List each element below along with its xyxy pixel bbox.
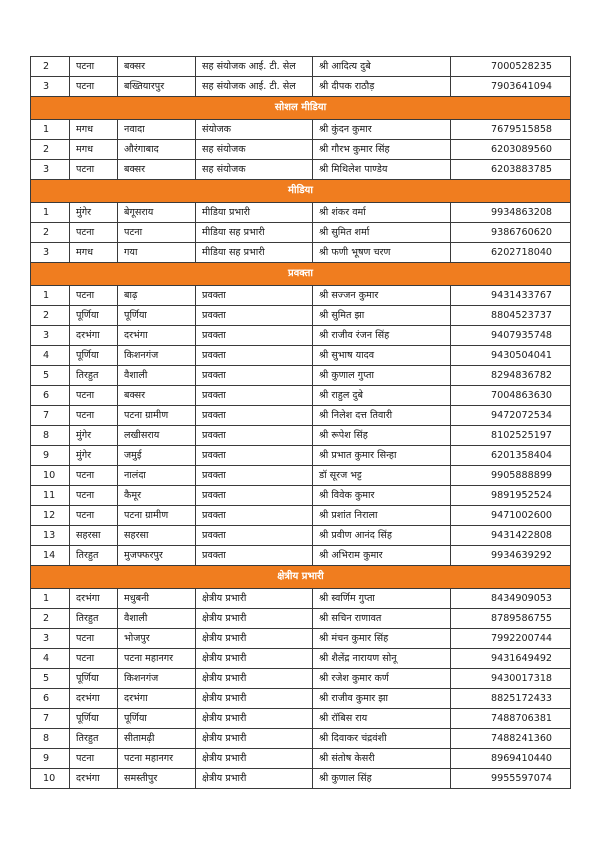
district-cell: बख्तियारपुर bbox=[118, 77, 196, 97]
name-cell: श्री राजीव कुमार झा bbox=[313, 689, 451, 709]
phone-cell: 9407935748 bbox=[451, 326, 571, 346]
table-row bbox=[31, 629, 571, 649]
designation-cell: मीडिया सह प्रभारी bbox=[196, 243, 313, 263]
table-row bbox=[31, 426, 571, 446]
serial-number-cell: 7 bbox=[31, 709, 70, 729]
division-cell: तिरहुत bbox=[70, 609, 118, 629]
division-cell: पटना bbox=[70, 160, 118, 180]
district-cell: किशनगंज bbox=[118, 669, 196, 689]
division-cell: मगध bbox=[70, 140, 118, 160]
district-cell: बक्सर bbox=[118, 57, 196, 77]
district-cell: मुजफ्फरपुर bbox=[118, 546, 196, 566]
division-cell: पटना bbox=[70, 486, 118, 506]
phone-cell: 7903641094 bbox=[451, 77, 571, 97]
serial-number-cell: 3 bbox=[31, 326, 70, 346]
phone-cell: 7004863630 bbox=[451, 386, 571, 406]
district-cell: बक्सर bbox=[118, 386, 196, 406]
name-cell: श्री रूपेश सिंह bbox=[313, 426, 451, 446]
division-cell: तिरहुत bbox=[70, 366, 118, 386]
designation-cell: प्रवक्ता bbox=[196, 326, 313, 346]
phone-cell: 8969410440 bbox=[451, 749, 571, 769]
phone-cell: 7679515858 bbox=[451, 120, 571, 140]
serial-number-cell: 3 bbox=[31, 160, 70, 180]
designation-cell: क्षेत्रीय प्रभारी bbox=[196, 729, 313, 749]
district-cell: बाढ़ bbox=[118, 286, 196, 306]
district-cell: बेगूसराय bbox=[118, 203, 196, 223]
division-cell: पटना bbox=[70, 649, 118, 669]
district-cell: कैमूर bbox=[118, 486, 196, 506]
district-cell: वैशाली bbox=[118, 366, 196, 386]
division-cell: पटना bbox=[70, 749, 118, 769]
phone-cell: 9430017318 bbox=[451, 669, 571, 689]
division-cell: सहरसा bbox=[70, 526, 118, 546]
phone-cell: 8102525197 bbox=[451, 426, 571, 446]
district-cell: नवादा bbox=[118, 120, 196, 140]
division-cell: पटना bbox=[70, 406, 118, 426]
division-cell: तिरहुत bbox=[70, 546, 118, 566]
phone-cell: 9430504041 bbox=[451, 346, 571, 366]
designation-cell: क्षेत्रीय प्रभारी bbox=[196, 649, 313, 669]
name-cell: श्री संतोष केसरी bbox=[313, 749, 451, 769]
name-cell: श्री कुंदन कुमार bbox=[313, 120, 451, 140]
section-header-row bbox=[31, 263, 571, 286]
table-row bbox=[31, 669, 571, 689]
table-row bbox=[31, 486, 571, 506]
phone-cell: 9934639292 bbox=[451, 546, 571, 566]
section-title: मीडिया bbox=[31, 180, 571, 203]
division-cell: दरभंगा bbox=[70, 689, 118, 709]
designation-cell: सह संयोजक आई. टी. सेल bbox=[196, 77, 313, 97]
serial-number-cell: 4 bbox=[31, 649, 70, 669]
division-cell: मुंगेर bbox=[70, 203, 118, 223]
name-cell: श्री कुणाल गुप्ता bbox=[313, 366, 451, 386]
table-row bbox=[31, 526, 571, 546]
division-cell: पूर्णिया bbox=[70, 346, 118, 366]
serial-number-cell: 9 bbox=[31, 749, 70, 769]
serial-number-cell: 10 bbox=[31, 466, 70, 486]
name-cell: श्री राजीव रंजन सिंह bbox=[313, 326, 451, 346]
phone-cell: 9431649492 bbox=[451, 649, 571, 669]
phone-cell: 7992200744 bbox=[451, 629, 571, 649]
division-cell: पटना bbox=[70, 223, 118, 243]
serial-number-cell: 13 bbox=[31, 526, 70, 546]
name-cell: श्री सुमित झा bbox=[313, 306, 451, 326]
table-row bbox=[31, 223, 571, 243]
district-cell: सहरसा bbox=[118, 526, 196, 546]
division-cell: पूर्णिया bbox=[70, 709, 118, 729]
table-row bbox=[31, 243, 571, 263]
name-cell: श्री स्वर्णिम गुप्ता bbox=[313, 589, 451, 609]
table-row bbox=[31, 589, 571, 609]
designation-cell: क्षेत्रीय प्रभारी bbox=[196, 749, 313, 769]
name-cell: श्री दिवाकर चंद्रवंशी bbox=[313, 729, 451, 749]
designation-cell: प्रवक्ता bbox=[196, 346, 313, 366]
table-row bbox=[31, 546, 571, 566]
designation-cell: प्रवक्ता bbox=[196, 486, 313, 506]
phone-cell: 6202718040 bbox=[451, 243, 571, 263]
designation-cell: प्रवक्ता bbox=[196, 426, 313, 446]
district-cell: पटना bbox=[118, 223, 196, 243]
name-cell: श्री शैलेंद्र नारायण सोनू bbox=[313, 649, 451, 669]
name-cell: श्री आदित्य दुबे bbox=[313, 57, 451, 77]
table-row bbox=[31, 77, 571, 97]
district-cell: सीतामढ़ी bbox=[118, 729, 196, 749]
division-cell: पटना bbox=[70, 77, 118, 97]
name-cell: श्री दीपक राठौड़ bbox=[313, 77, 451, 97]
table-body bbox=[31, 57, 571, 789]
division-cell: दरभंगा bbox=[70, 589, 118, 609]
designation-cell: प्रवक्ता bbox=[196, 506, 313, 526]
name-cell: श्री सज्जन कुमार bbox=[313, 286, 451, 306]
phone-cell: 9955597074 bbox=[451, 769, 571, 789]
district-cell: वैशाली bbox=[118, 609, 196, 629]
table-row bbox=[31, 386, 571, 406]
designation-cell: क्षेत्रीय प्रभारी bbox=[196, 669, 313, 689]
designation-cell: प्रवक्ता bbox=[196, 466, 313, 486]
serial-number-cell: 11 bbox=[31, 486, 70, 506]
table-row bbox=[31, 406, 571, 426]
phone-cell: 9905888899 bbox=[451, 466, 571, 486]
phone-cell: 6203089560 bbox=[451, 140, 571, 160]
serial-number-cell: 3 bbox=[31, 243, 70, 263]
designation-cell: मीडिया प्रभारी bbox=[196, 203, 313, 223]
district-cell: पूर्णिया bbox=[118, 306, 196, 326]
name-cell: श्री निलेश दत्त तिवारी bbox=[313, 406, 451, 426]
name-cell: श्री मंचन कुमार सिंह bbox=[313, 629, 451, 649]
serial-number-cell: 4 bbox=[31, 346, 70, 366]
phone-cell: 6203883785 bbox=[451, 160, 571, 180]
table-row bbox=[31, 160, 571, 180]
table-row bbox=[31, 140, 571, 160]
table-row bbox=[31, 649, 571, 669]
phone-cell: 6201358404 bbox=[451, 446, 571, 466]
phone-cell: 8825172433 bbox=[451, 689, 571, 709]
name-cell: श्री सचिन राणावत bbox=[313, 609, 451, 629]
serial-number-cell: 12 bbox=[31, 506, 70, 526]
table-row bbox=[31, 729, 571, 749]
division-cell: पटना bbox=[70, 386, 118, 406]
table-row bbox=[31, 203, 571, 223]
division-cell: मगध bbox=[70, 243, 118, 263]
table-row bbox=[31, 466, 571, 486]
serial-number-cell: 10 bbox=[31, 769, 70, 789]
serial-number-cell: 7 bbox=[31, 406, 70, 426]
designation-cell: सह संयोजक आई. टी. सेल bbox=[196, 57, 313, 77]
phone-cell: 9891952524 bbox=[451, 486, 571, 506]
serial-number-cell: 2 bbox=[31, 57, 70, 77]
district-cell: किशनगंज bbox=[118, 346, 196, 366]
name-cell: श्री प्रशांत निराला bbox=[313, 506, 451, 526]
division-cell: दरभंगा bbox=[70, 769, 118, 789]
division-cell: तिरहुत bbox=[70, 729, 118, 749]
name-cell: श्री प्रभात कुमार सिन्हा bbox=[313, 446, 451, 466]
phone-cell: 7000528235 bbox=[451, 57, 571, 77]
division-cell: पूर्णिया bbox=[70, 669, 118, 689]
division-cell: मुंगेर bbox=[70, 446, 118, 466]
district-cell: पटना ग्रामीण bbox=[118, 406, 196, 426]
serial-number-cell: 9 bbox=[31, 446, 70, 466]
name-cell: श्री विवेक कुमार bbox=[313, 486, 451, 506]
section-header-row bbox=[31, 180, 571, 203]
designation-cell: मीडिया सह प्रभारी bbox=[196, 223, 313, 243]
division-cell: पटना bbox=[70, 506, 118, 526]
phone-cell: 7488241360 bbox=[451, 729, 571, 749]
serial-number-cell: 6 bbox=[31, 689, 70, 709]
phone-cell: 7488706381 bbox=[451, 709, 571, 729]
designation-cell: प्रवक्ता bbox=[196, 366, 313, 386]
table-row bbox=[31, 506, 571, 526]
section-title: सोशल मीडिया bbox=[31, 97, 571, 120]
district-cell: लखीसराय bbox=[118, 426, 196, 446]
serial-number-cell: 3 bbox=[31, 629, 70, 649]
table-row bbox=[31, 769, 571, 789]
designation-cell: प्रवक्ता bbox=[196, 446, 313, 466]
district-cell: गया bbox=[118, 243, 196, 263]
serial-number-cell: 2 bbox=[31, 306, 70, 326]
phone-cell: 9472072534 bbox=[451, 406, 571, 426]
serial-number-cell: 5 bbox=[31, 669, 70, 689]
section-header-row bbox=[31, 97, 571, 120]
district-cell: पूर्णिया bbox=[118, 709, 196, 729]
designation-cell: प्रवक्ता bbox=[196, 526, 313, 546]
designation-cell: संयोजक bbox=[196, 120, 313, 140]
phone-cell: 9431422808 bbox=[451, 526, 571, 546]
serial-number-cell: 1 bbox=[31, 120, 70, 140]
name-cell: श्री रॉबिस राय bbox=[313, 709, 451, 729]
name-cell: श्री रजेश कुमार कर्ण bbox=[313, 669, 451, 689]
designation-cell: प्रवक्ता bbox=[196, 546, 313, 566]
designation-cell: क्षेत्रीय प्रभारी bbox=[196, 629, 313, 649]
designation-cell: क्षेत्रीय प्रभारी bbox=[196, 709, 313, 729]
phone-cell: 9471002600 bbox=[451, 506, 571, 526]
division-cell: पटना bbox=[70, 286, 118, 306]
phone-cell: 9431433767 bbox=[451, 286, 571, 306]
serial-number-cell: 8 bbox=[31, 426, 70, 446]
division-cell: मुंगेर bbox=[70, 426, 118, 446]
district-cell: पटना महानगर bbox=[118, 649, 196, 669]
name-cell: श्री अभिराम कुमार bbox=[313, 546, 451, 566]
designation-cell: क्षेत्रीय प्रभारी bbox=[196, 769, 313, 789]
name-cell: श्री सुभाष यादव bbox=[313, 346, 451, 366]
serial-number-cell: 1 bbox=[31, 286, 70, 306]
name-cell: श्री शंकर वर्मा bbox=[313, 203, 451, 223]
section-title: क्षेत्रीय प्रभारी bbox=[31, 566, 571, 589]
serial-number-cell: 3 bbox=[31, 77, 70, 97]
district-cell: बक्सर bbox=[118, 160, 196, 180]
district-cell: समस्तीपुर bbox=[118, 769, 196, 789]
name-cell: श्री राहुल दुबे bbox=[313, 386, 451, 406]
designation-cell: प्रवक्ता bbox=[196, 386, 313, 406]
district-cell: भोजपुर bbox=[118, 629, 196, 649]
serial-number-cell: 8 bbox=[31, 729, 70, 749]
table-row bbox=[31, 689, 571, 709]
name-cell: श्री मिथिलेश पाण्डेय bbox=[313, 160, 451, 180]
phone-cell: 8789586755 bbox=[451, 609, 571, 629]
phone-cell: 9934863208 bbox=[451, 203, 571, 223]
district-cell: दरभंगा bbox=[118, 689, 196, 709]
serial-number-cell: 6 bbox=[31, 386, 70, 406]
district-cell: पटना महानगर bbox=[118, 749, 196, 769]
district-cell: दरभंगा bbox=[118, 326, 196, 346]
table-row bbox=[31, 120, 571, 140]
division-cell: पटना bbox=[70, 466, 118, 486]
designation-cell: प्रवक्ता bbox=[196, 406, 313, 426]
table-row bbox=[31, 57, 571, 77]
designation-cell: प्रवक्ता bbox=[196, 286, 313, 306]
phone-cell: 8294836782 bbox=[451, 366, 571, 386]
section-title: प्रवक्ता bbox=[31, 263, 571, 286]
name-cell: श्री सुमित शर्मा bbox=[313, 223, 451, 243]
table-row bbox=[31, 446, 571, 466]
table-row bbox=[31, 286, 571, 306]
serial-number-cell: 14 bbox=[31, 546, 70, 566]
serial-number-cell: 5 bbox=[31, 366, 70, 386]
serial-number-cell: 1 bbox=[31, 589, 70, 609]
division-cell: मगध bbox=[70, 120, 118, 140]
table-row bbox=[31, 306, 571, 326]
name-cell: श्री कुणाल सिंह bbox=[313, 769, 451, 789]
designation-cell: क्षेत्रीय प्रभारी bbox=[196, 609, 313, 629]
division-cell: पूर्णिया bbox=[70, 306, 118, 326]
office-bearers-table bbox=[30, 56, 571, 789]
section-header-row bbox=[31, 566, 571, 589]
district-cell: पटना ग्रामीण bbox=[118, 506, 196, 526]
district-cell: जमुई bbox=[118, 446, 196, 466]
table-row bbox=[31, 366, 571, 386]
table-row bbox=[31, 609, 571, 629]
table-row bbox=[31, 709, 571, 729]
name-cell: श्री गौरभ कुमार सिंह bbox=[313, 140, 451, 160]
serial-number-cell: 2 bbox=[31, 140, 70, 160]
name-cell: डॉ सूरज भट्ट bbox=[313, 466, 451, 486]
name-cell: श्री फणी भूषण चरण bbox=[313, 243, 451, 263]
serial-number-cell: 2 bbox=[31, 223, 70, 243]
table-row bbox=[31, 346, 571, 366]
designation-cell: सह संयोजक bbox=[196, 140, 313, 160]
table-row bbox=[31, 749, 571, 769]
district-cell: औरंगाबाद bbox=[118, 140, 196, 160]
designation-cell: सह संयोजक bbox=[196, 160, 313, 180]
division-cell: पटना bbox=[70, 629, 118, 649]
district-cell: मधुबनी bbox=[118, 589, 196, 609]
designation-cell: क्षेत्रीय प्रभारी bbox=[196, 689, 313, 709]
phone-cell: 8434909053 bbox=[451, 589, 571, 609]
designation-cell: प्रवक्ता bbox=[196, 306, 313, 326]
district-cell: नालंदा bbox=[118, 466, 196, 486]
phone-cell: 9386760620 bbox=[451, 223, 571, 243]
division-cell: पटना bbox=[70, 57, 118, 77]
serial-number-cell: 2 bbox=[31, 609, 70, 629]
designation-cell: क्षेत्रीय प्रभारी bbox=[196, 589, 313, 609]
phone-cell: 8804523737 bbox=[451, 306, 571, 326]
table-row bbox=[31, 326, 571, 346]
division-cell: दरभंगा bbox=[70, 326, 118, 346]
name-cell: श्री प्रवीण आनंद सिंह bbox=[313, 526, 451, 546]
serial-number-cell: 1 bbox=[31, 203, 70, 223]
